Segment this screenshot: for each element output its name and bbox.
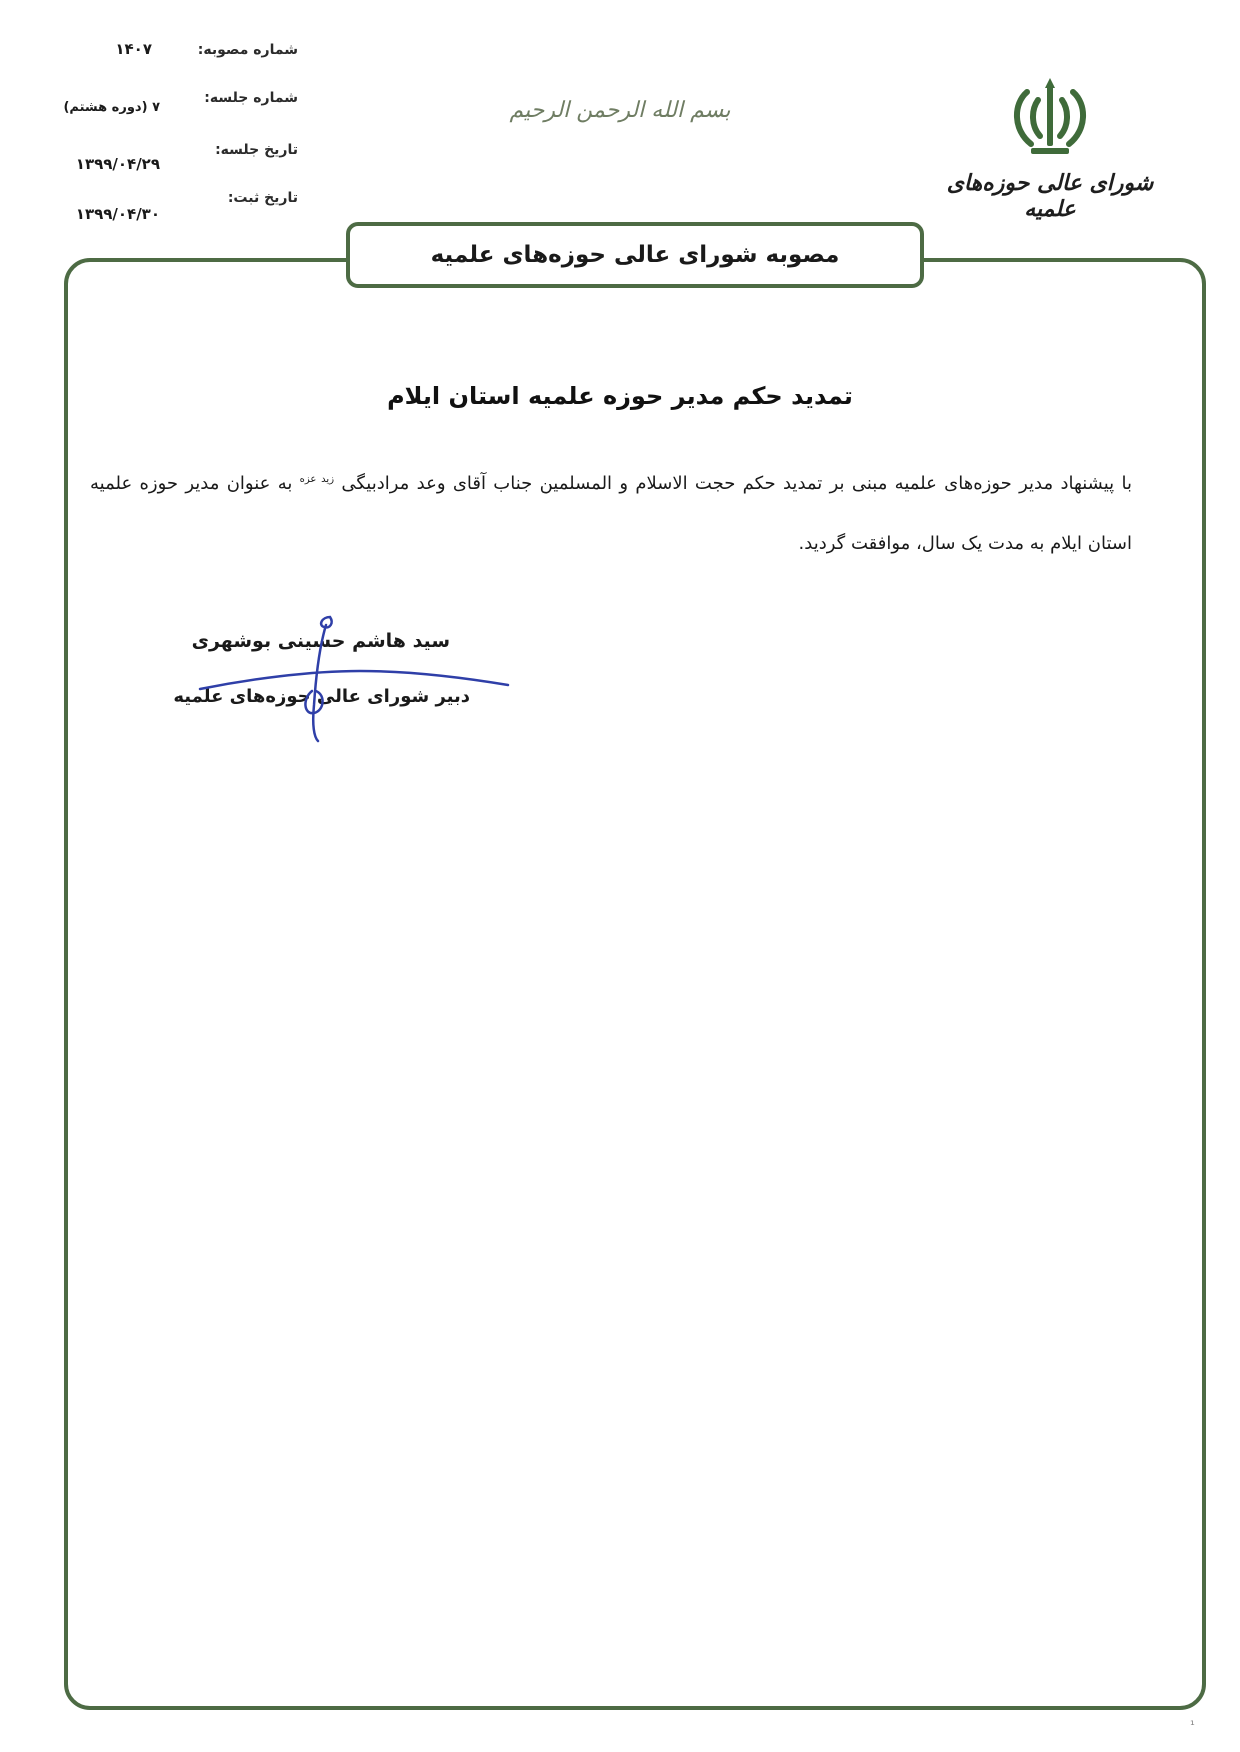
body-text-part1: با پیشنهاد مدیر حوزه‌های علمیه مبنی بر تمدید حکم حجت الاسلام و المسلمین جناب آقای وعد مرادبیگی	[341, 473, 1132, 494]
meta-label-session-date: تاریخ جلسه:	[215, 142, 298, 158]
handwritten-signature	[190, 615, 520, 745]
meta-label-approval-number: شماره مصوبه:	[197, 42, 298, 58]
body-paragraph	[90, 450, 1132, 574]
iran-emblem-icon	[1005, 72, 1095, 162]
meta-label-registration-date: تاریخ ثبت:	[227, 190, 298, 206]
meta-value-session-date: ۱۳۹۹/۰۴/۲۹	[75, 155, 160, 173]
signer-title: دبیر شورای عالی حوزه‌های علمیه	[173, 686, 470, 707]
corner-mark: ¹	[1190, 1718, 1195, 1732]
council-name-logo-text: شورای عالی حوزه‌های علمیه	[946, 170, 1154, 222]
meta-value-session-number: ۷ (دوره هشتم)	[63, 100, 160, 115]
bismillah-calligraphy: بسم الله الرحمن الرحیم	[509, 98, 731, 123]
meta-value-registration-date: ۱۳۹۹/۰۴/۳۰	[75, 205, 160, 223]
approval-header-tab: مصوبه شورای عالی حوزه‌های علمیه	[346, 222, 924, 288]
meta-value-approval-number: ۱۴۰۷	[115, 40, 152, 58]
document-title: تمدید حکم مدیر حوزه علمیه استان ایلام	[387, 382, 853, 410]
body-text-part2: به عنوان مدیر حوزه علمیه استان ایلام به مدت یک سال، موافقت گردید.	[90, 473, 1132, 554]
meta-label-session-number: شماره جلسه:	[204, 90, 298, 106]
signer-name: سید هاشم حسینی بوشهری	[191, 630, 450, 652]
honorific-superscript: زید عزه	[299, 474, 335, 485]
